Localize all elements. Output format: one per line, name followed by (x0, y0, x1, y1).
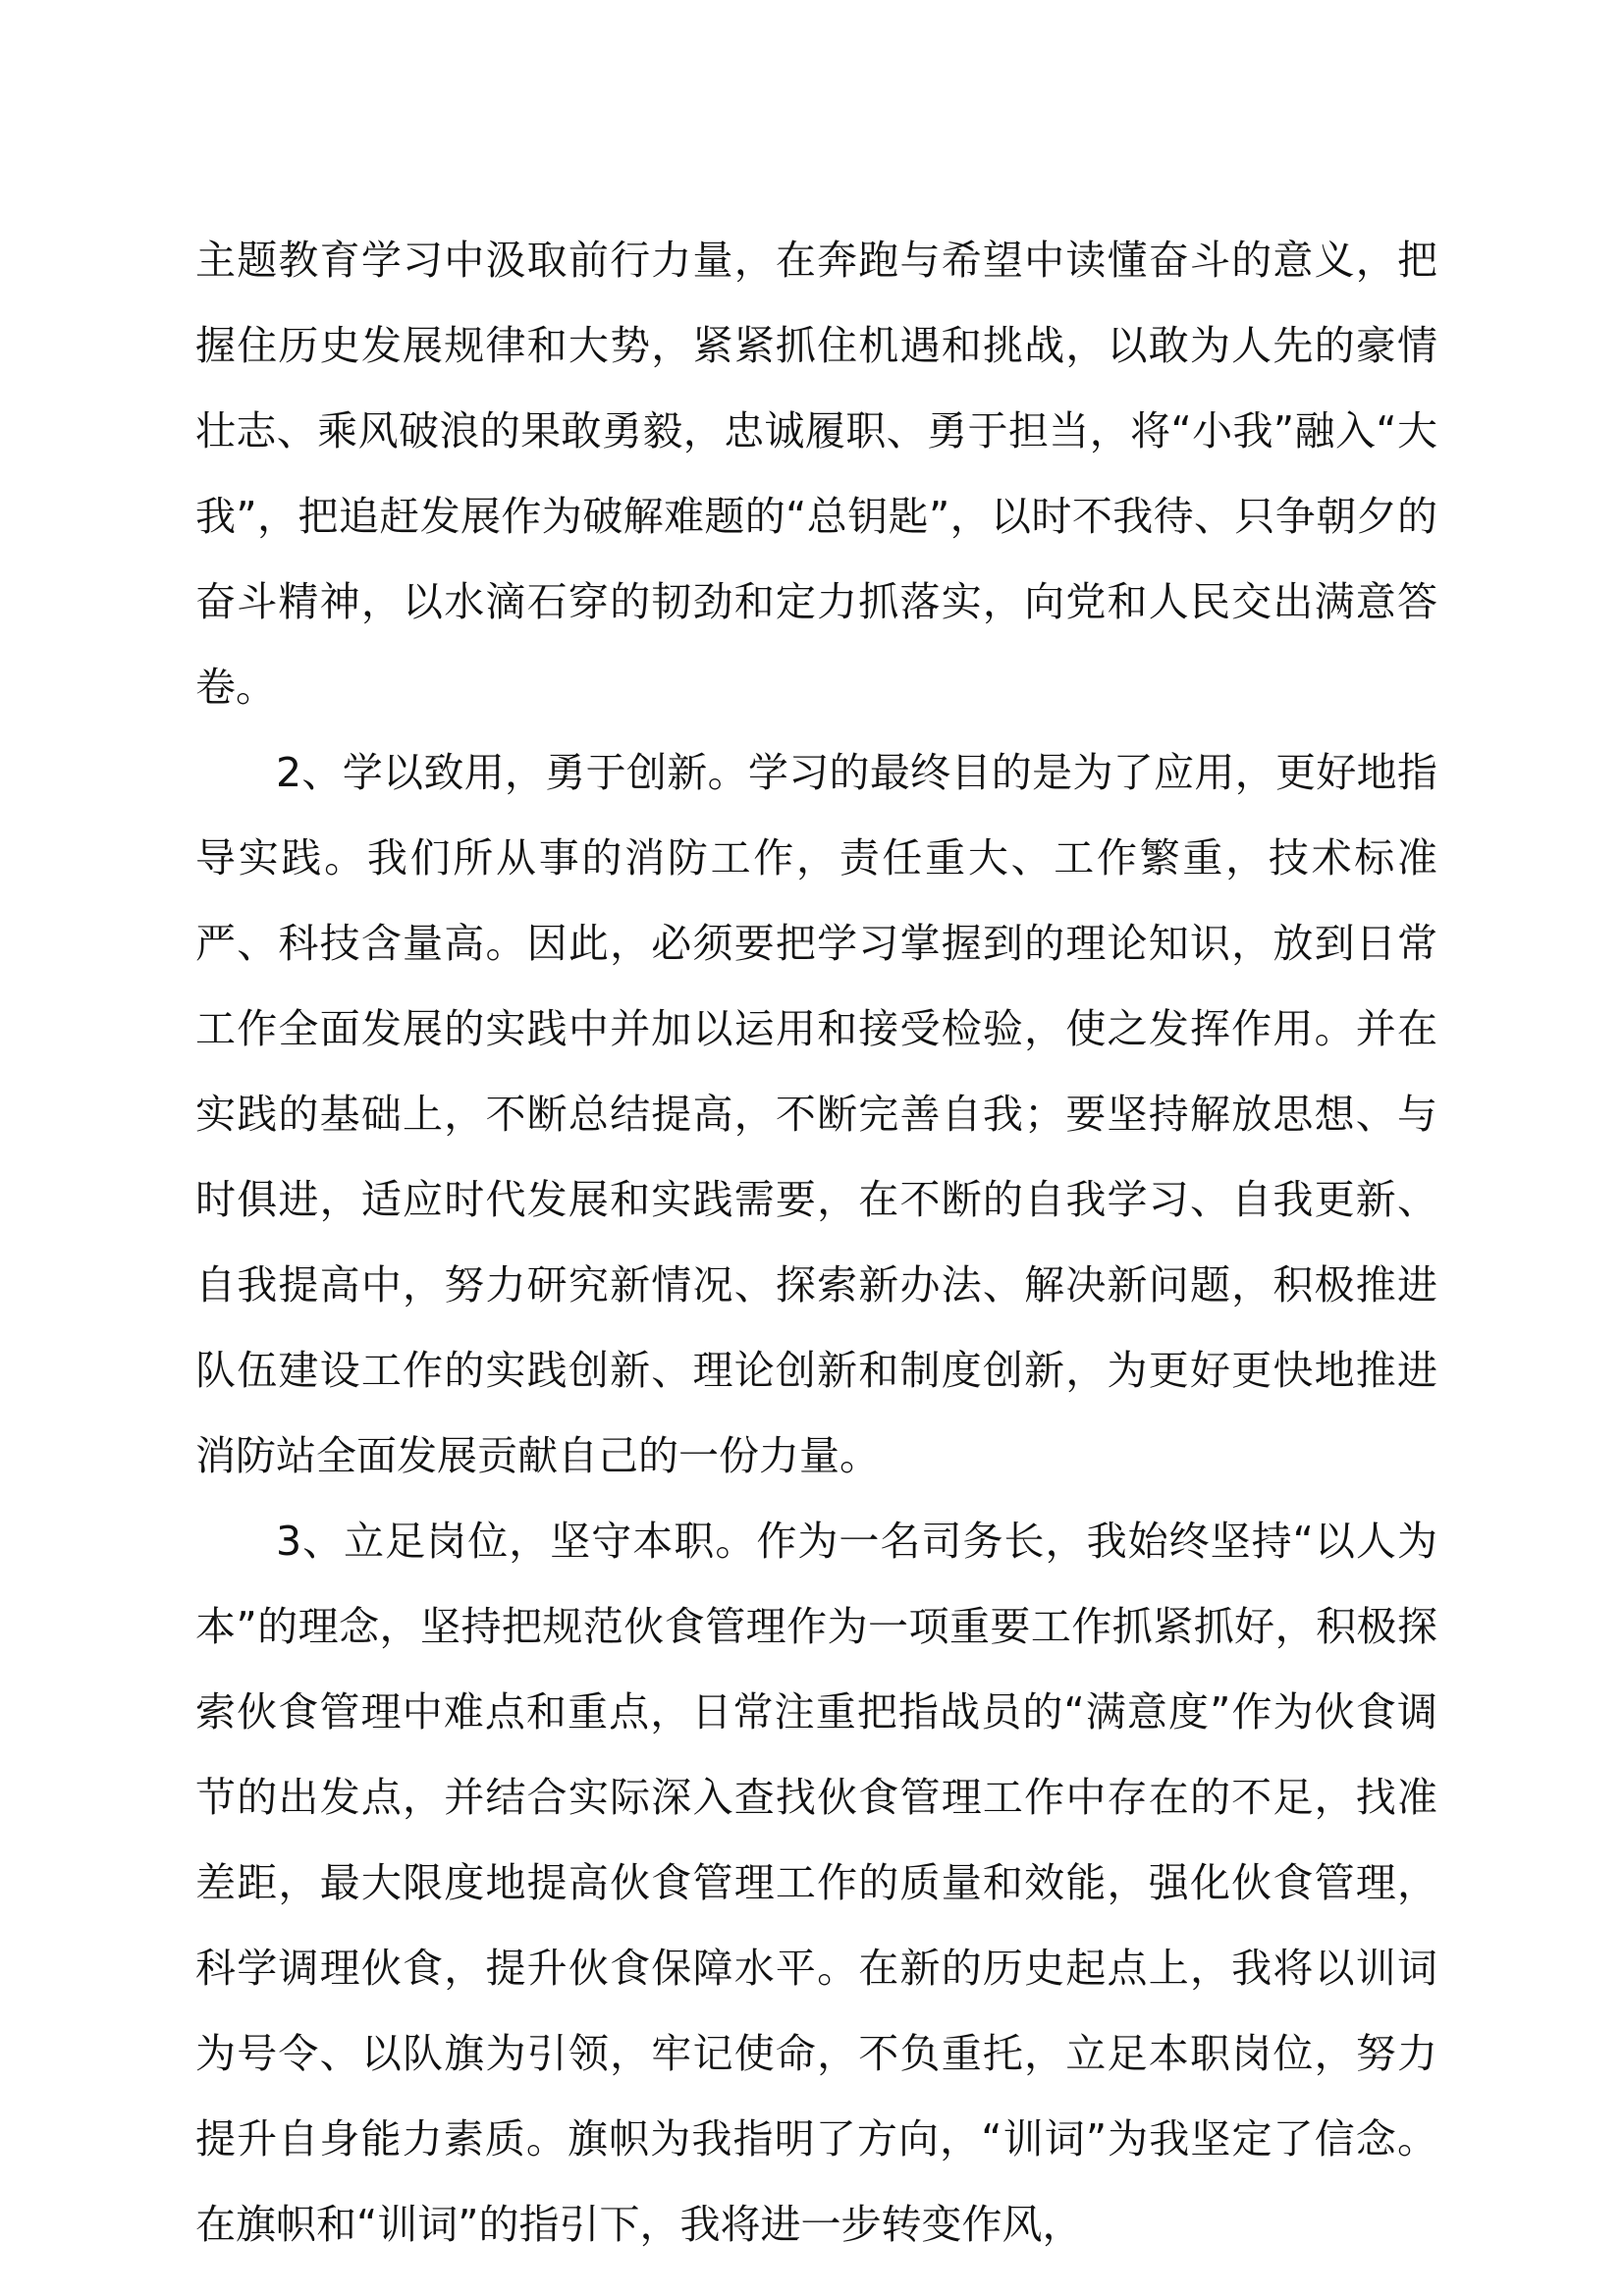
paragraph-3: 3、立足岗位，坚守本职。作为一名司务长，我始终坚持“以人为本”的理念，坚持把规范伙食管理作为一项重要工作抓紧抓好，积极探索伙食管理中难点和重点，日常注重把指战员的“满意度”作为伙食调节的出发点，并结合实际深入查找伙食管理工作中存在的不足，找准差距，最大限度地提高伙食管理工作的质量和效能，强化伙食管理，科学调理伙食，提升伙食保障水平。在新的历史起点上，我将以训词为号令、以队旗为引领，牢记使命，不负重托，立足本职岗位，努力提升自身能力素质。旗帜为我指明了方向，“训词”为我坚定了信念。在旗帜和“训词”的指引下，我将进一步转变作风， (195, 1518, 1437, 2248)
paragraph-2: 2、学以致用，勇于创新。学习的最终目的是为了应用，更好地指导实践。我们所从事的消防工作，责任重大、工作繁重，技术标准严、科技含量高。因此，必须要把学习掌握到的理论知识，放到日常工作全面发展的实践中并加以运用和接受检验，使之发挥作用。并在实践的基础上，不断总结提高，不断完善自我；要坚持解放思想、与时俱进，适应时代发展和实践需要，在不断的自我学习、自我更新、自我提高中，努力研究新情况、探索新办法、解决新问题，积极推进队伍建设工作的实践创新、理论创新和制度创新，为更好更快地推进消防站全面发展贡献自己的一份力量。 (195, 749, 1437, 1479)
paragraph-1: 主题教育学习中汲取前行力量，在奔跑与希望中读懂奋斗的意义，把握住历史发展规律和大势，紧紧抓住机遇和挑战，以敢为人先的豪情壮志、乘风破浪的果敢勇毅，忠诚履职、勇于担当，将“小我”融入“大我”，把追赶发展作为破解难题的“总钥匙”，以时不我待、只争朝夕的奋斗精神，以水滴石穿的韧劲和定力抓落实，向党和人民交出满意答卷。 (195, 237, 1437, 711)
